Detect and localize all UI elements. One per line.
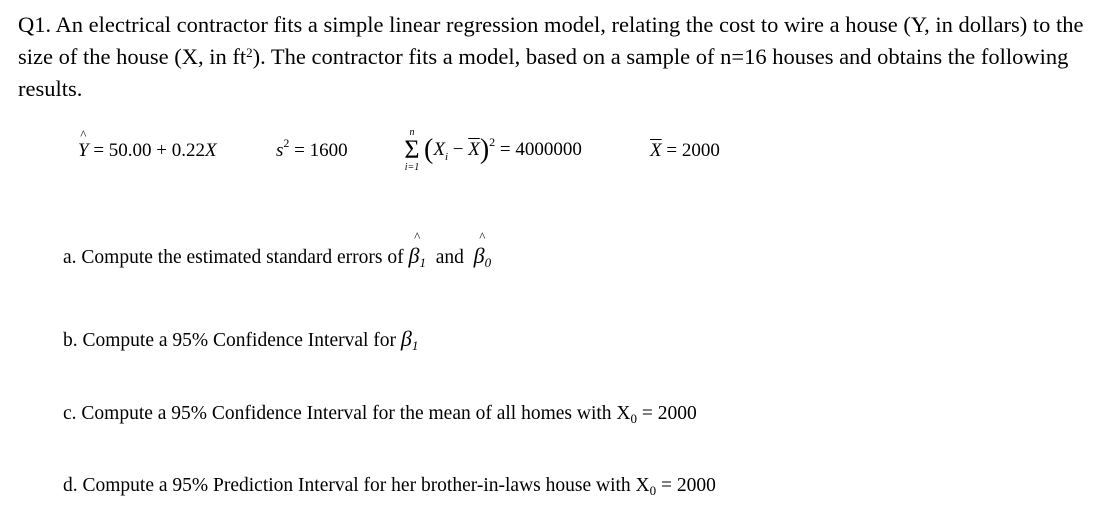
regression-var: X <box>205 140 217 161</box>
sum-of-squares: $(X_i - \overline{X})^2 = 4000000$ <box>424 134 582 165</box>
beta1: β1 <box>400 326 419 353</box>
sum-value: = 4000000 <box>499 139 582 160</box>
given-results <box>0 120 1105 190</box>
question-a: a. Compute the estimated standard errors of ^ β1 and ^ β0 <box>63 229 492 270</box>
question-d: d. Compute a 95% Prediction Interval for her brother-in-laws house with $X_0 = 2000$ <box>63 475 716 498</box>
regression-equation <box>78 127 217 162</box>
intro-text-2: ). The contractor fits a model, based on a sample of n=16 houses and obtains the following results. <box>18 44 1069 101</box>
intro-text-1: Q1. An electrical contractor fits a simple linear regression model, relating the cost to wire a house (Y, in dollars) to the size of the house (X, in ft <box>18 12 1084 69</box>
question-c: c. Compute a 95% Confidence Interval for the mean of all homes with $X_0 = 2000$ <box>63 403 697 426</box>
beta1-hat: ^ β1 <box>408 229 426 270</box>
summation-sign: n Σ i=1 <box>404 127 420 173</box>
sample-variance: $s^2 = 1600$ <box>276 136 348 161</box>
beta0-hat: ^ β0 <box>473 229 492 270</box>
y-hat: ^ Y <box>78 127 89 161</box>
question-intro <box>18 9 1098 105</box>
regression-rhs: = 50.00 + 0.22 <box>93 140 206 161</box>
intro-superscript: 2 <box>246 45 253 60</box>
question-b: b. Compute a 95% Confidence Interval for β1 <box>63 326 419 353</box>
x-bar-value: $\overline{X} = 2000$ <box>650 140 720 161</box>
